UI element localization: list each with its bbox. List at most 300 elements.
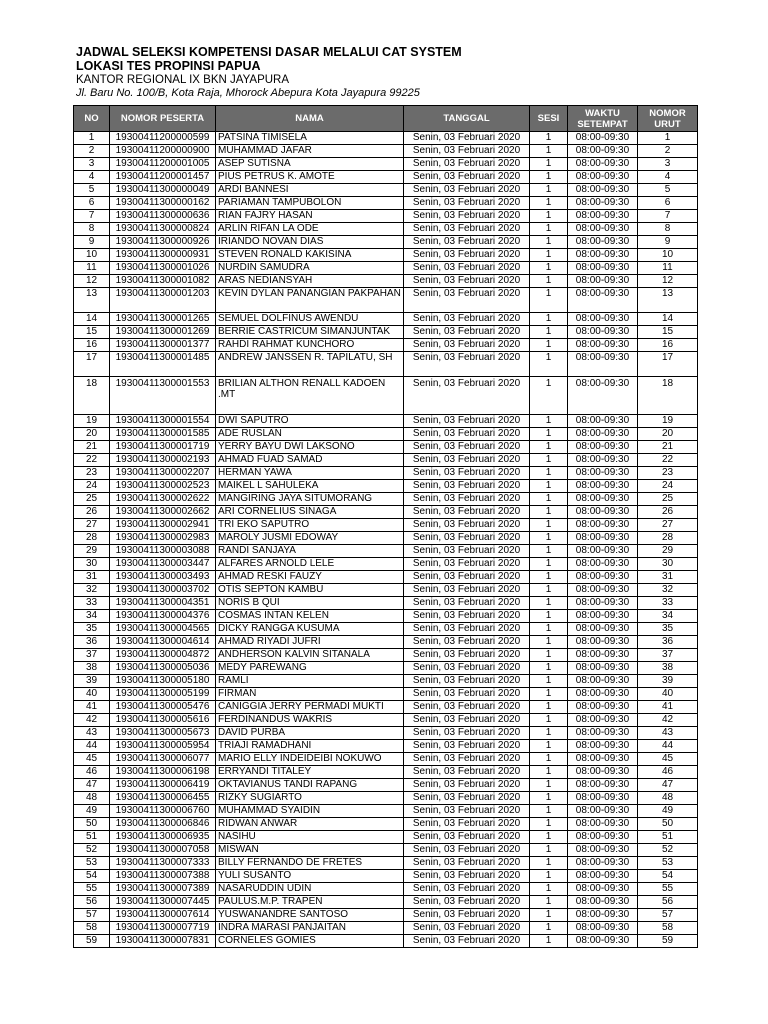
cell-tanggal: Senin, 03 Februari 2020 (404, 288, 530, 313)
cell-sesi: 1 (530, 857, 568, 870)
table-row (74, 753, 698, 766)
cell-waktu: 08:00-09:30 (568, 545, 638, 558)
table-row (74, 262, 698, 275)
cell-sesi: 1 (530, 571, 568, 584)
cell-urut: 18 (638, 377, 698, 415)
cell-tanggal: Senin, 03 Februari 2020 (404, 714, 530, 727)
cell-urut: 10 (638, 249, 698, 262)
cell-waktu: 08:00-09:30 (568, 935, 638, 948)
cell-nama: BILLY FERNANDO DE FRETES (216, 857, 404, 870)
cell-urut: 54 (638, 870, 698, 883)
cell-nama: ASEP SUTISNA (216, 158, 404, 171)
cell-tanggal: Senin, 03 Februari 2020 (404, 519, 530, 532)
cell-waktu: 08:00-09:30 (568, 571, 638, 584)
cell-waktu: 08:00-09:30 (568, 636, 638, 649)
cell-tanggal: Senin, 03 Februari 2020 (404, 532, 530, 545)
cell-sesi: 1 (530, 688, 568, 701)
cell-nama: MAIKEL L SAHULEKA (216, 480, 404, 493)
cell-sesi: 1 (530, 197, 568, 210)
cell-no: 44 (74, 740, 110, 753)
table-row (74, 766, 698, 779)
cell-tanggal: Senin, 03 Februari 2020 (404, 415, 530, 428)
table-row (74, 223, 698, 236)
cell-tanggal: Senin, 03 Februari 2020 (404, 896, 530, 909)
cell-nama: AHMAD RESKI FAUZY (216, 571, 404, 584)
cell-nama: NORIS B QUI (216, 597, 404, 610)
cell-nomor-peserta: 19300411300001554 (110, 415, 216, 428)
cell-no: 20 (74, 428, 110, 441)
cell-nama: SEMUEL DOLFINUS AWENDU (216, 313, 404, 326)
cell-tanggal: Senin, 03 Februari 2020 (404, 805, 530, 818)
cell-sesi: 1 (530, 883, 568, 896)
cell-no: 10 (74, 249, 110, 262)
cell-waktu: 08:00-09:30 (568, 313, 638, 326)
cell-no: 59 (74, 935, 110, 948)
cell-sesi: 1 (530, 519, 568, 532)
cell-waktu: 08:00-09:30 (568, 506, 638, 519)
cell-tanggal: Senin, 03 Februari 2020 (404, 688, 530, 701)
cell-sesi: 1 (530, 727, 568, 740)
cell-waktu: 08:00-09:30 (568, 766, 638, 779)
cell-nomor-peserta: 19300411300000926 (110, 236, 216, 249)
cell-sesi: 1 (530, 493, 568, 506)
cell-nama: MANGIRING JAYA SITUMORANG (216, 493, 404, 506)
cell-nama: DICKY RANGGA KUSUMA (216, 623, 404, 636)
cell-no: 58 (74, 922, 110, 935)
table-row (74, 249, 698, 262)
table-row (74, 831, 698, 844)
table-row (74, 558, 698, 571)
table-row (74, 467, 698, 480)
cell-tanggal: Senin, 03 Februari 2020 (404, 571, 530, 584)
cell-no: 19 (74, 415, 110, 428)
cell-nama: MEDY PAREWANG (216, 662, 404, 675)
cell-nomor-peserta: 19300411300001026 (110, 262, 216, 275)
cell-tanggal: Senin, 03 Februari 2020 (404, 467, 530, 480)
cell-urut: 38 (638, 662, 698, 675)
cell-sesi: 1 (530, 339, 568, 352)
cell-sesi: 1 (530, 922, 568, 935)
cell-no: 42 (74, 714, 110, 727)
cell-sesi: 1 (530, 766, 568, 779)
cell-urut: 58 (638, 922, 698, 935)
cell-no: 2 (74, 145, 110, 158)
cell-no: 53 (74, 857, 110, 870)
cell-no: 41 (74, 701, 110, 714)
cell-sesi: 1 (530, 236, 568, 249)
table-row (74, 236, 698, 249)
table-row (74, 339, 698, 352)
table-row (74, 545, 698, 558)
cell-nomor-peserta: 19300411300005616 (110, 714, 216, 727)
table-row (74, 935, 698, 948)
cell-sesi: 1 (530, 441, 568, 454)
cell-waktu: 08:00-09:30 (568, 558, 638, 571)
cell-no: 23 (74, 467, 110, 480)
cell-sesi: 1 (530, 636, 568, 649)
cell-no: 26 (74, 506, 110, 519)
cell-tanggal: Senin, 03 Februari 2020 (404, 454, 530, 467)
col-header-waktu-line1: WAKTU (585, 107, 620, 119)
table-row (74, 584, 698, 597)
table-row (74, 597, 698, 610)
cell-urut: 28 (638, 532, 698, 545)
cell-nama: FIRMAN (216, 688, 404, 701)
cell-waktu: 08:00-09:30 (568, 210, 638, 223)
cell-urut: 42 (638, 714, 698, 727)
cell-waktu: 08:00-09:30 (568, 352, 638, 377)
cell-urut: 16 (638, 339, 698, 352)
table-row (74, 493, 698, 506)
cell-nomor-peserta: 19300411300006455 (110, 792, 216, 805)
cell-urut: 41 (638, 701, 698, 714)
table-row (74, 636, 698, 649)
cell-no: 49 (74, 805, 110, 818)
cell-urut: 5 (638, 184, 698, 197)
cell-nomor-peserta: 19300411300004614 (110, 636, 216, 649)
cell-waktu: 08:00-09:30 (568, 610, 638, 623)
cell-waktu: 08:00-09:30 (568, 132, 638, 145)
cell-nama: HERMAN YAWA (216, 467, 404, 480)
cell-urut: 11 (638, 262, 698, 275)
cell-sesi: 1 (530, 896, 568, 909)
cell-sesi: 1 (530, 909, 568, 922)
cell-nomor-peserta: 19300411300007389 (110, 883, 216, 896)
cell-urut: 56 (638, 896, 698, 909)
cell-nomor-peserta: 19300411300007388 (110, 870, 216, 883)
cell-tanggal: Senin, 03 Februari 2020 (404, 636, 530, 649)
cell-no: 4 (74, 171, 110, 184)
table-row (74, 896, 698, 909)
cell-waktu: 08:00-09:30 (568, 753, 638, 766)
cell-urut: 36 (638, 636, 698, 649)
col-header-no: NO (74, 106, 110, 132)
table-row (74, 415, 698, 428)
cell-nama: ALFARES ARNOLD LELE (216, 558, 404, 571)
cell-nama: NURDIN SAMUDRA (216, 262, 404, 275)
cell-nomor-peserta: 19300411300007333 (110, 857, 216, 870)
document-title: JADWAL SELEKSI KOMPETENSI DASAR MELALUI CAT SYSTEM (76, 45, 462, 59)
cell-sesi: 1 (530, 831, 568, 844)
cell-no: 29 (74, 545, 110, 558)
cell-tanggal: Senin, 03 Februari 2020 (404, 870, 530, 883)
cell-tanggal: Senin, 03 Februari 2020 (404, 145, 530, 158)
table-row (74, 171, 698, 184)
cell-no: 55 (74, 883, 110, 896)
cell-no: 43 (74, 727, 110, 740)
cell-nomor-peserta: 19300411200001005 (110, 158, 216, 171)
cell-sesi: 1 (530, 377, 568, 415)
cell-sesi: 1 (530, 662, 568, 675)
cell-no: 6 (74, 197, 110, 210)
table-row (74, 441, 698, 454)
table-row (74, 870, 698, 883)
cell-nama: CORNELES GOMIES (216, 935, 404, 948)
cell-no: 39 (74, 675, 110, 688)
cell-nomor-peserta: 19300411200001457 (110, 171, 216, 184)
cell-urut: 15 (638, 326, 698, 339)
cell-nama: YERRY BAYU DWI LAKSONO (216, 441, 404, 454)
cell-nama: ANDHERSON KALVIN SITANALA (216, 649, 404, 662)
cell-waktu: 08:00-09:30 (568, 454, 638, 467)
cell-nomor-peserta: 19300411300001719 (110, 441, 216, 454)
cell-no: 21 (74, 441, 110, 454)
table-row (74, 740, 698, 753)
cell-tanggal: Senin, 03 Februari 2020 (404, 428, 530, 441)
table-row (74, 571, 698, 584)
cell-urut: 43 (638, 727, 698, 740)
cell-nomor-peserta: 19300411300002523 (110, 480, 216, 493)
cell-no: 18 (74, 377, 110, 415)
table-row (74, 480, 698, 493)
cell-sesi: 1 (530, 623, 568, 636)
cell-sesi: 1 (530, 415, 568, 428)
cell-nomor-peserta: 19300411300001585 (110, 428, 216, 441)
cell-urut: 50 (638, 818, 698, 831)
cell-urut: 12 (638, 275, 698, 288)
cell-nomor-peserta: 19300411300000162 (110, 197, 216, 210)
cell-tanggal: Senin, 03 Februari 2020 (404, 210, 530, 223)
cell-nomor-peserta: 19300411300002983 (110, 532, 216, 545)
table-row (74, 532, 698, 545)
cell-tanggal: Senin, 03 Februari 2020 (404, 197, 530, 210)
cell-urut: 20 (638, 428, 698, 441)
cell-sesi: 1 (530, 506, 568, 519)
cell-tanggal: Senin, 03 Februari 2020 (404, 727, 530, 740)
cell-tanggal: Senin, 03 Februari 2020 (404, 339, 530, 352)
cell-waktu: 08:00-09:30 (568, 519, 638, 532)
cell-waktu: 08:00-09:30 (568, 831, 638, 844)
cell-nama: TRIAJI RAMADHANI (216, 740, 404, 753)
cell-no: 54 (74, 870, 110, 883)
cell-waktu: 08:00-09:30 (568, 262, 638, 275)
cell-no: 16 (74, 339, 110, 352)
cell-sesi: 1 (530, 480, 568, 493)
cell-urut: 57 (638, 909, 698, 922)
cell-urut: 44 (638, 740, 698, 753)
table-row (74, 623, 698, 636)
cell-urut: 49 (638, 805, 698, 818)
cell-no: 22 (74, 454, 110, 467)
col-header-waktu-line2: SETEMPAT (577, 118, 628, 130)
table-row (74, 792, 698, 805)
cell-waktu: 08:00-09:30 (568, 792, 638, 805)
cell-waktu: 08:00-09:30 (568, 688, 638, 701)
cell-sesi: 1 (530, 675, 568, 688)
cell-nomor-peserta: 19300411300001553 (110, 377, 216, 415)
cell-waktu: 08:00-09:30 (568, 197, 638, 210)
cell-sesi: 1 (530, 753, 568, 766)
cell-nomor-peserta: 19300411300002662 (110, 506, 216, 519)
cell-sesi: 1 (530, 545, 568, 558)
cell-no: 5 (74, 184, 110, 197)
cell-nomor-peserta: 19300411300001377 (110, 339, 216, 352)
col-header-urut (638, 106, 698, 132)
cell-nomor-peserta: 19300411300004565 (110, 623, 216, 636)
cell-nama: OTIS SEPTON KAMBU (216, 584, 404, 597)
cell-urut: 24 (638, 480, 698, 493)
cell-urut: 26 (638, 506, 698, 519)
table-row (74, 701, 698, 714)
cell-nama: ARI CORNELIUS SINAGA (216, 506, 404, 519)
table-row (74, 454, 698, 467)
cell-waktu: 08:00-09:30 (568, 584, 638, 597)
cell-no: 24 (74, 480, 110, 493)
cell-tanggal: Senin, 03 Februari 2020 (404, 610, 530, 623)
table-row (74, 519, 698, 532)
cell-nama: ARLIN RIFAN LA ODE (216, 223, 404, 236)
table-row (74, 506, 698, 519)
cell-sesi: 1 (530, 184, 568, 197)
cell-tanggal: Senin, 03 Februari 2020 (404, 352, 530, 377)
cell-no: 32 (74, 584, 110, 597)
table-row (74, 197, 698, 210)
cell-urut: 55 (638, 883, 698, 896)
cell-urut: 7 (638, 210, 698, 223)
cell-tanggal: Senin, 03 Februari 2020 (404, 262, 530, 275)
cell-sesi: 1 (530, 649, 568, 662)
cell-sesi: 1 (530, 467, 568, 480)
cell-waktu: 08:00-09:30 (568, 870, 638, 883)
cell-waktu: 08:00-09:30 (568, 675, 638, 688)
cell-sesi: 1 (530, 326, 568, 339)
cell-nomor-peserta: 19300411300007445 (110, 896, 216, 909)
cell-tanggal: Senin, 03 Februari 2020 (404, 818, 530, 831)
cell-nama: ARAS NEDIANSYAH (216, 275, 404, 288)
cell-urut: 52 (638, 844, 698, 857)
table-row (74, 883, 698, 896)
cell-nama: MAROLY JUSMI EDOWAY (216, 532, 404, 545)
cell-tanggal: Senin, 03 Februari 2020 (404, 558, 530, 571)
cell-sesi: 1 (530, 532, 568, 545)
cell-waktu: 08:00-09:30 (568, 909, 638, 922)
cell-tanggal: Senin, 03 Februari 2020 (404, 753, 530, 766)
cell-waktu: 08:00-09:30 (568, 857, 638, 870)
cell-no: 28 (74, 532, 110, 545)
cell-tanggal: Senin, 03 Februari 2020 (404, 740, 530, 753)
cell-nomor-peserta: 19300411300005199 (110, 688, 216, 701)
cell-nama: AHMAD RIYADI JUFRI (216, 636, 404, 649)
cell-nomor-peserta: 19300411300000049 (110, 184, 216, 197)
table-row (74, 132, 698, 145)
cell-tanggal: Senin, 03 Februari 2020 (404, 623, 530, 636)
cell-waktu: 08:00-09:30 (568, 428, 638, 441)
cell-nama: ERRYANDI TITALEY (216, 766, 404, 779)
cell-nama: RIAN FAJRY HASAN (216, 210, 404, 223)
cell-nama: FERDINANDUS WAKRIS (216, 714, 404, 727)
cell-urut: 37 (638, 649, 698, 662)
cell-nama: INDRA MARASI PANJAITAN (216, 922, 404, 935)
cell-urut: 34 (638, 610, 698, 623)
cell-tanggal: Senin, 03 Februari 2020 (404, 249, 530, 262)
table-row (74, 158, 698, 171)
cell-tanggal: Senin, 03 Februari 2020 (404, 831, 530, 844)
cell-sesi: 1 (530, 597, 568, 610)
cell-urut: 31 (638, 571, 698, 584)
cell-sesi: 1 (530, 428, 568, 441)
cell-nama: PAULUS.M.P. TRAPEN (216, 896, 404, 909)
cell-waktu: 08:00-09:30 (568, 326, 638, 339)
cell-nama: DWI SAPUTRO (216, 415, 404, 428)
cell-tanggal: Senin, 03 Februari 2020 (404, 236, 530, 249)
cell-waktu: 08:00-09:30 (568, 662, 638, 675)
cell-tanggal: Senin, 03 Februari 2020 (404, 480, 530, 493)
cell-urut: 32 (638, 584, 698, 597)
cell-nama: ADE RUSLAN (216, 428, 404, 441)
cell-sesi: 1 (530, 610, 568, 623)
cell-urut: 29 (638, 545, 698, 558)
cell-waktu: 08:00-09:30 (568, 740, 638, 753)
table-row (74, 377, 698, 415)
cell-tanggal: Senin, 03 Februari 2020 (404, 184, 530, 197)
cell-waktu: 08:00-09:30 (568, 818, 638, 831)
cell-nomor-peserta: 19300411300003088 (110, 545, 216, 558)
cell-waktu: 08:00-09:30 (568, 171, 638, 184)
cell-sesi: 1 (530, 701, 568, 714)
cell-tanggal: Senin, 03 Februari 2020 (404, 326, 530, 339)
cell-urut: 25 (638, 493, 698, 506)
cell-nomor-peserta: 19300411300003447 (110, 558, 216, 571)
cell-nama: PIUS PETRUS K. AMOTE (216, 171, 404, 184)
cell-urut: 23 (638, 467, 698, 480)
cell-sesi: 1 (530, 223, 568, 236)
cell-nama: TRI EKO SAPUTRO (216, 519, 404, 532)
cell-sesi: 1 (530, 714, 568, 727)
cell-nomor-peserta: 19300411300003493 (110, 571, 216, 584)
cell-nomor-peserta: 19300411300007719 (110, 922, 216, 935)
cell-sesi: 1 (530, 805, 568, 818)
cell-nama: RANDI SANJAYA (216, 545, 404, 558)
cell-urut: 45 (638, 753, 698, 766)
table-row (74, 288, 698, 313)
cell-sesi: 1 (530, 870, 568, 883)
cell-no: 17 (74, 352, 110, 377)
cell-no: 48 (74, 792, 110, 805)
cell-nama: AHMAD FUAD SAMAD (216, 454, 404, 467)
cell-urut: 6 (638, 197, 698, 210)
cell-no: 52 (74, 844, 110, 857)
cell-tanggal: Senin, 03 Februari 2020 (404, 377, 530, 415)
cell-tanggal: Senin, 03 Februari 2020 (404, 675, 530, 688)
cell-nama: COSMAS INTAN KELEN (216, 610, 404, 623)
cell-no: 50 (74, 818, 110, 831)
table-row (74, 688, 698, 701)
cell-nomor-peserta: 19300411200000599 (110, 132, 216, 145)
cell-no: 30 (74, 558, 110, 571)
cell-nomor-peserta: 19300411200000900 (110, 145, 216, 158)
col-header-nama: NAMA (216, 106, 404, 132)
cell-sesi: 1 (530, 249, 568, 262)
office-address: Jl. Baru No. 100/B, Kota Raja, Mhorock Abepura Kota Jayapura 99225 (76, 87, 420, 99)
cell-no: 36 (74, 636, 110, 649)
cell-nomor-peserta: 19300411300006760 (110, 805, 216, 818)
cell-sesi: 1 (530, 158, 568, 171)
cell-tanggal: Senin, 03 Februari 2020 (404, 545, 530, 558)
cell-nomor-peserta: 19300411300006077 (110, 753, 216, 766)
cell-nama: IRIANDO NOVAN DIAS (216, 236, 404, 249)
table-row (74, 857, 698, 870)
cell-waktu: 08:00-09:30 (568, 597, 638, 610)
cell-tanggal: Senin, 03 Februari 2020 (404, 792, 530, 805)
cell-tanggal: Senin, 03 Februari 2020 (404, 909, 530, 922)
table-row (74, 145, 698, 158)
cell-no: 51 (74, 831, 110, 844)
cell-nomor-peserta: 19300411300005180 (110, 675, 216, 688)
cell-tanggal: Senin, 03 Februari 2020 (404, 132, 530, 145)
table-row (74, 909, 698, 922)
cell-nomor-peserta: 19300411300005036 (110, 662, 216, 675)
cell-nama: OKTAVIANUS TANDI RAPANG (216, 779, 404, 792)
